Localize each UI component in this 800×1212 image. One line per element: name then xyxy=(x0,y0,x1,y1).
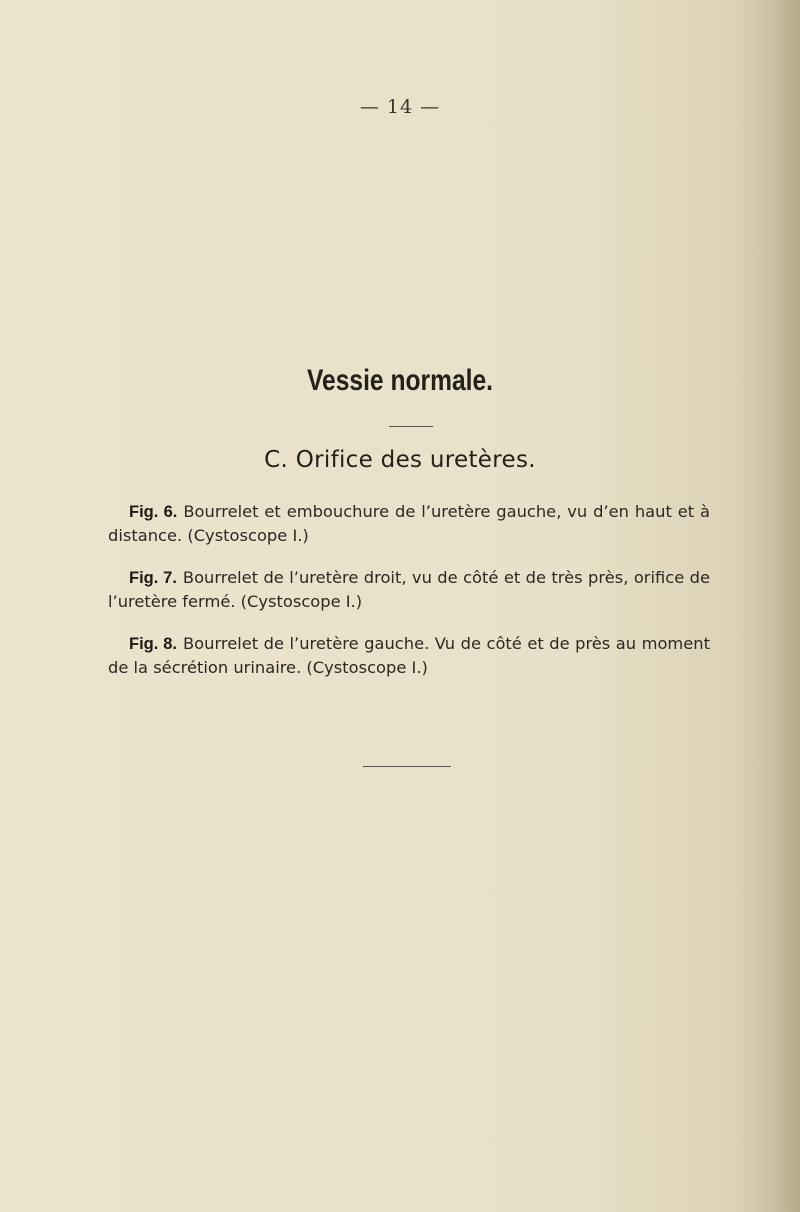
page-number: — 14 — xyxy=(359,96,441,118)
title-divider xyxy=(389,426,433,427)
end-divider xyxy=(363,766,451,767)
figure-label: Fig. 6. xyxy=(129,503,178,521)
plate-title: Vessie normale. xyxy=(307,364,493,397)
figure-label: Fig. 8. xyxy=(129,635,178,653)
figure-text: Bourrelet de l’uretère gauche. Vu de côté et de près au moment de la sécrétion urinaire. (Cystoscope I.) xyxy=(108,634,711,677)
figure-text: Bourrelet de l’uretère droit, vu de côté et de très près, orifice de l’uretère fermé. (Cystoscope I.) xyxy=(108,568,710,611)
page-edge-shadow xyxy=(730,0,800,1212)
figure-caption-6 xyxy=(108,500,710,547)
figure-text: Bourrelet et embouchure de l’uretère gauche, vu d’en haut et à distance. (Cystoscope I.) xyxy=(108,502,711,545)
figure-caption-8 xyxy=(108,632,710,679)
section-heading: C. Orifice des uretères. xyxy=(264,447,536,473)
figure-captions xyxy=(108,500,710,698)
figure-label: Fig. 7. xyxy=(129,569,177,587)
figure-caption-7 xyxy=(108,566,710,613)
